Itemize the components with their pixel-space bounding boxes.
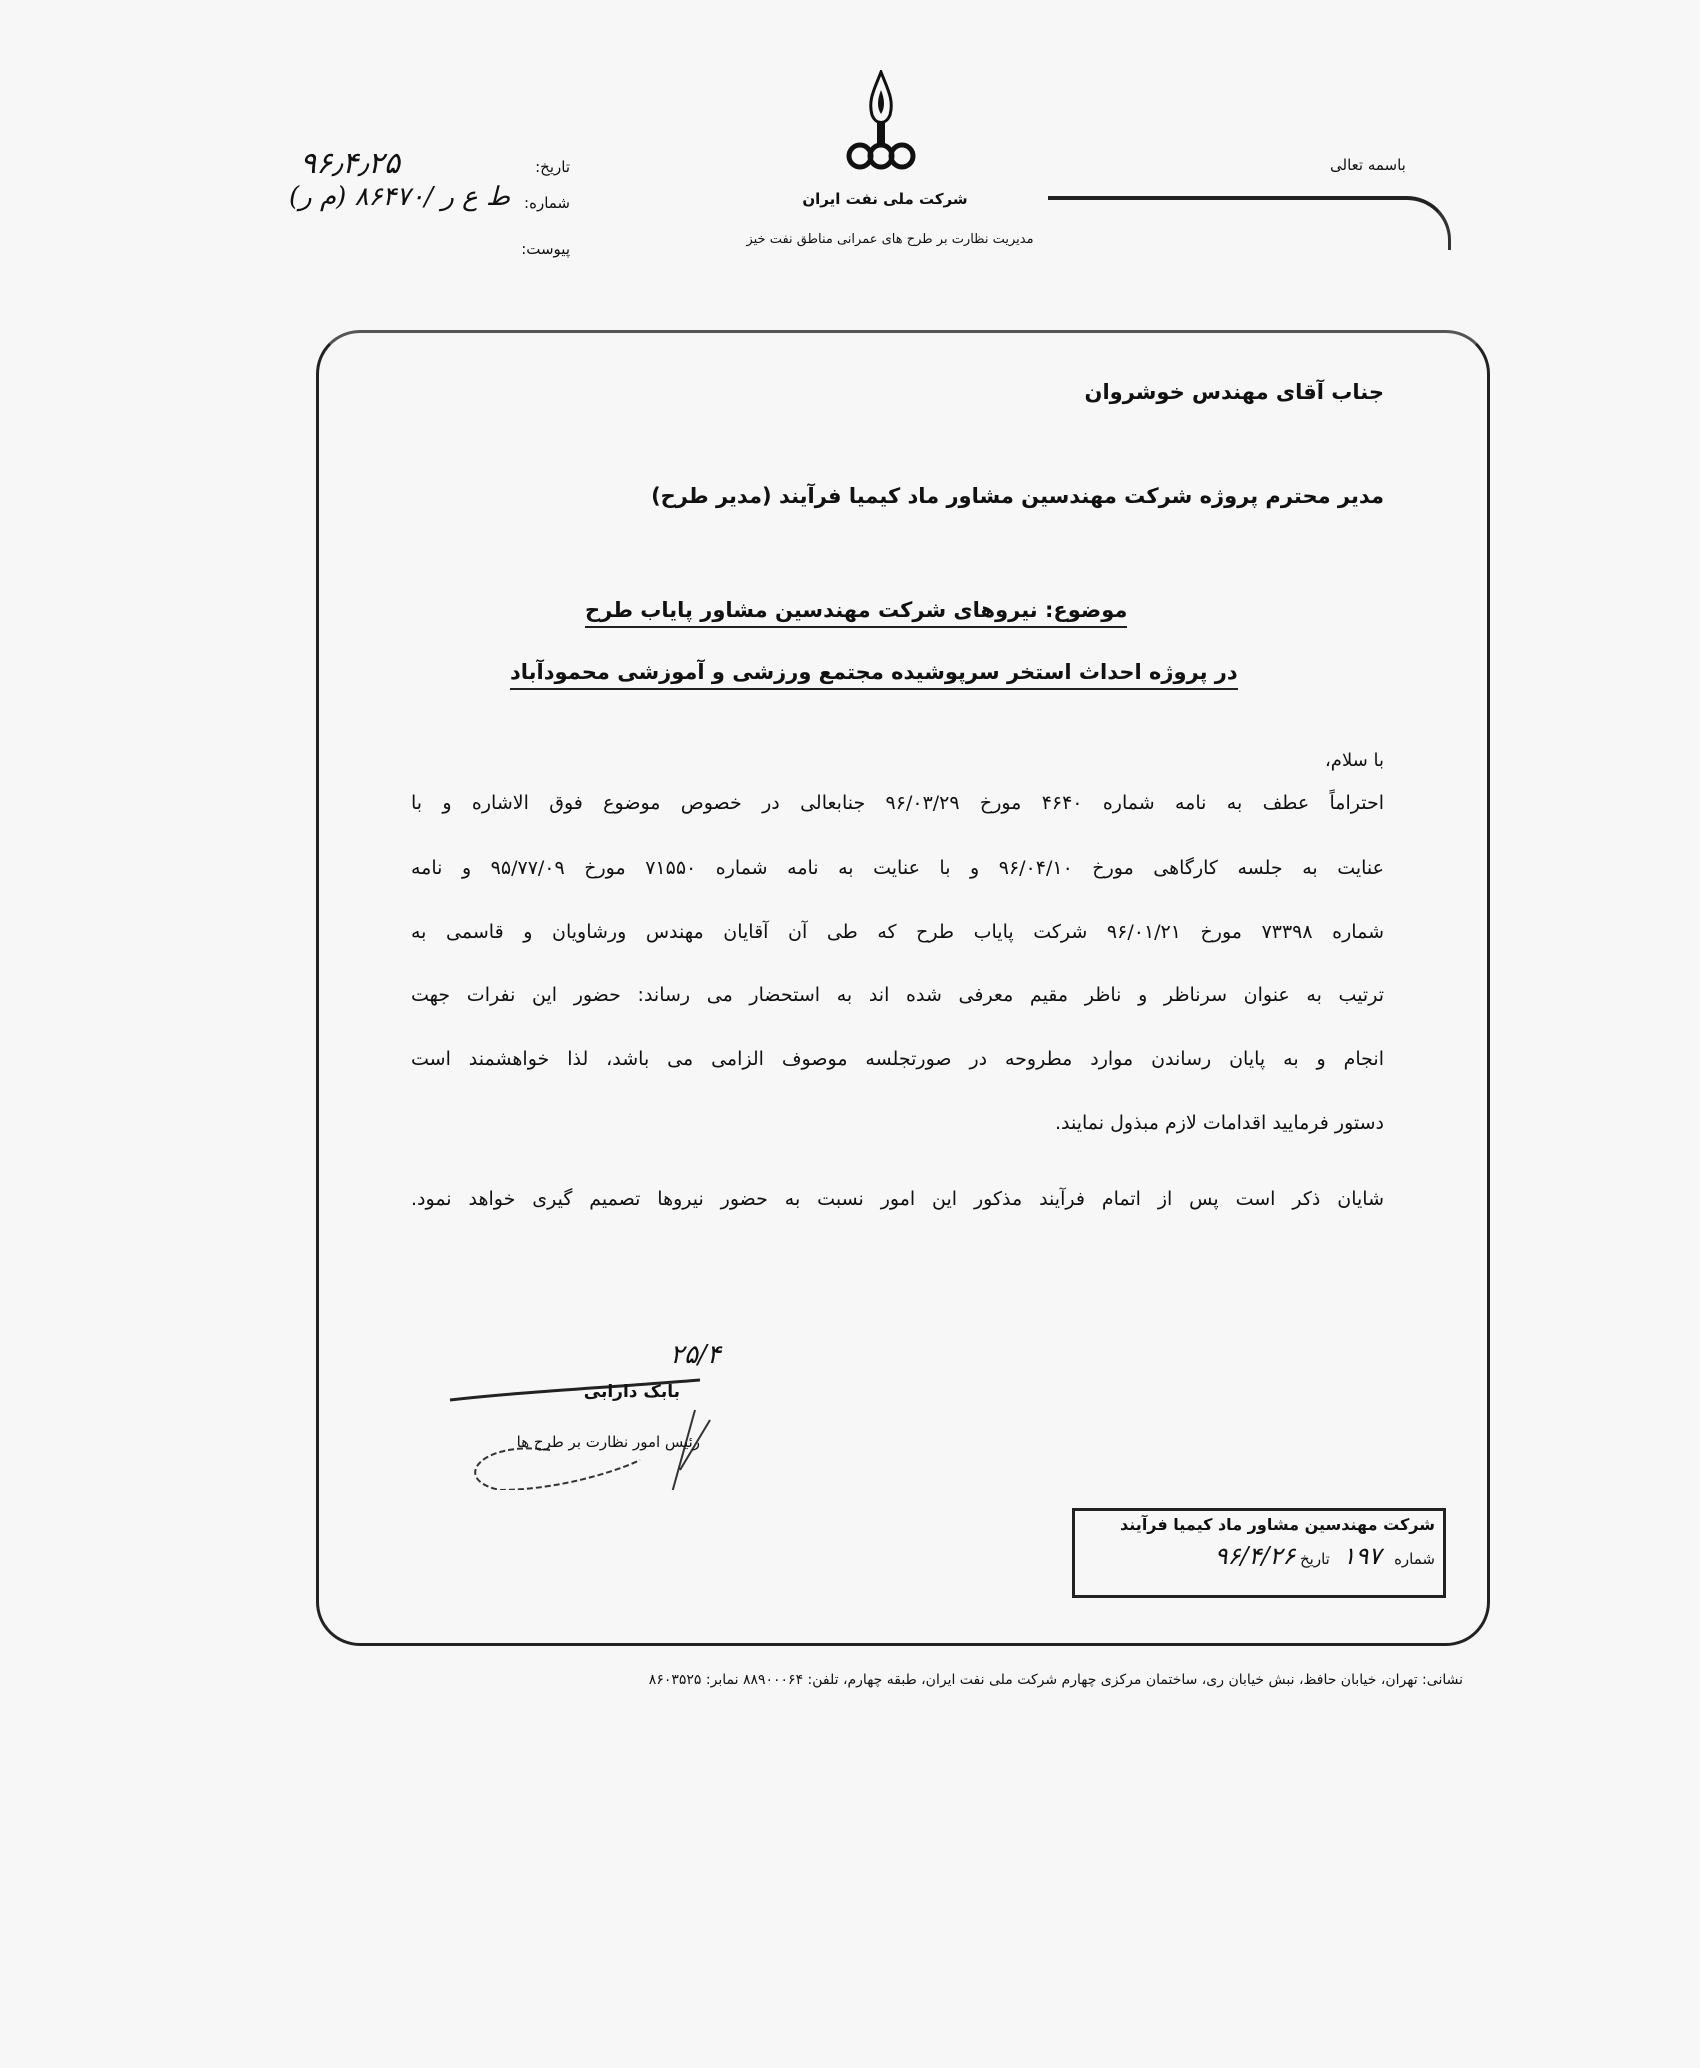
stamp-number-label: شماره [1394,1550,1435,1568]
receipt-stamp [1072,1508,1446,1598]
stamp-company: شرکت مهندسین مشاور ماد کیمیا فرآیند [1120,1515,1435,1534]
recipient-name: جناب آقای مهندس خوشروان [1084,380,1384,404]
signature-block [440,1340,860,1490]
company-name: شرکت ملی نفت ایران [802,190,968,208]
signature-date: ۲۵/۴ [670,1340,721,1370]
body-line: شماره ۷۳۳۹۸ مورخ ۹۶/۰۱/۲۱ شرکت پایاب طرح که طی آن آقایان مهندس ورشاویان و قاسمی به [411,921,1384,943]
nioc-logo [846,70,906,184]
body-line: احتراماً عطف به نامه شماره ۴۶۴۰ مورخ ۹۶/۰۳/۲۹ جنابعالی در خصوص موضوع فوق الاشاره و با [411,792,1384,814]
recipient-title: مدیر محترم پروژه شرکت مهندسین مشاور ماد کیمیا فرآیند (مدیر طرح) [651,484,1384,508]
body-line: عنایت به جلسه کارگاهی مورخ ۹۶/۰۴/۱۰ و با عنایت به نامه شماره ۷۱۵۵۰ مورخ ۹۵/۷۷/۰۹ و نامه [411,857,1384,879]
invocation: باسمه تعالی [1330,156,1406,174]
signature-icon [440,1340,860,1490]
stamp-date-value: ۹۶/۴/۲۶ [1214,1542,1296,1570]
greeting: با سلام، [1325,750,1384,771]
body-line: ترتیب به عنوان سرناظر و ناظر مقیم معرفی شده اند به استحضار می رساند: حضور این نفرات جهت [411,984,1384,1006]
body-line: دستور فرمایید اقدامات لازم مبذول نمایند. [1054,1112,1384,1134]
department-name: مدیریت نظارت بر طرح های عمرانی مناطق نفت خیز [746,232,1034,247]
signatory-name: بابک دارابی [583,1382,680,1402]
date-value: ۹۶٫۴٫۲۵ [300,146,401,181]
subject-line-1: موضوع: نیروهای شرکت مهندسین مشاور پایاب طرح [585,598,1127,628]
body-line: انجام و به پایان رساندن موارد مطروحه در صورتجلسه موصوف الزامی می باشد، لذا خواهشمند است [411,1048,1384,1070]
stamp-number-value: ۱۹۷ [1342,1542,1382,1570]
attachment-label: پیوست: [521,240,570,258]
signatory-title: رئیس امور نظارت بر طرح ها [516,1433,700,1451]
closing-line: شایان ذکر است پس از اتمام فرآیند مذکور این امور نسبت به حضور نیروها تصمیم گیری خواهد نمود. [411,1188,1384,1210]
number-value: ط ع ر /۸۶۴۷۰ (م ر) [289,182,510,212]
nioc-logo-icon [846,70,916,180]
number-label: شماره: [524,194,570,212]
footer-address: نشانی: تهران، خیابان حافظ، نبش خیابان ری، ساختمان مرکزی چهارم شرکت ملی نفت ایران، طبقه چهارم، تلفن: ۸۸۹۰۰۰۶۴ نمابر: ۸۶۰۳۵۲۵ [648,1672,1463,1688]
subject-line-2: در پروژه احداث استخر سرپوشیده مجتمع ورزشی و آموزشی محمودآباد [510,660,1238,690]
header-border [1048,196,1451,250]
date-label: تاریخ: [535,158,570,176]
stamp-date-label: تاریخ [1299,1550,1330,1568]
